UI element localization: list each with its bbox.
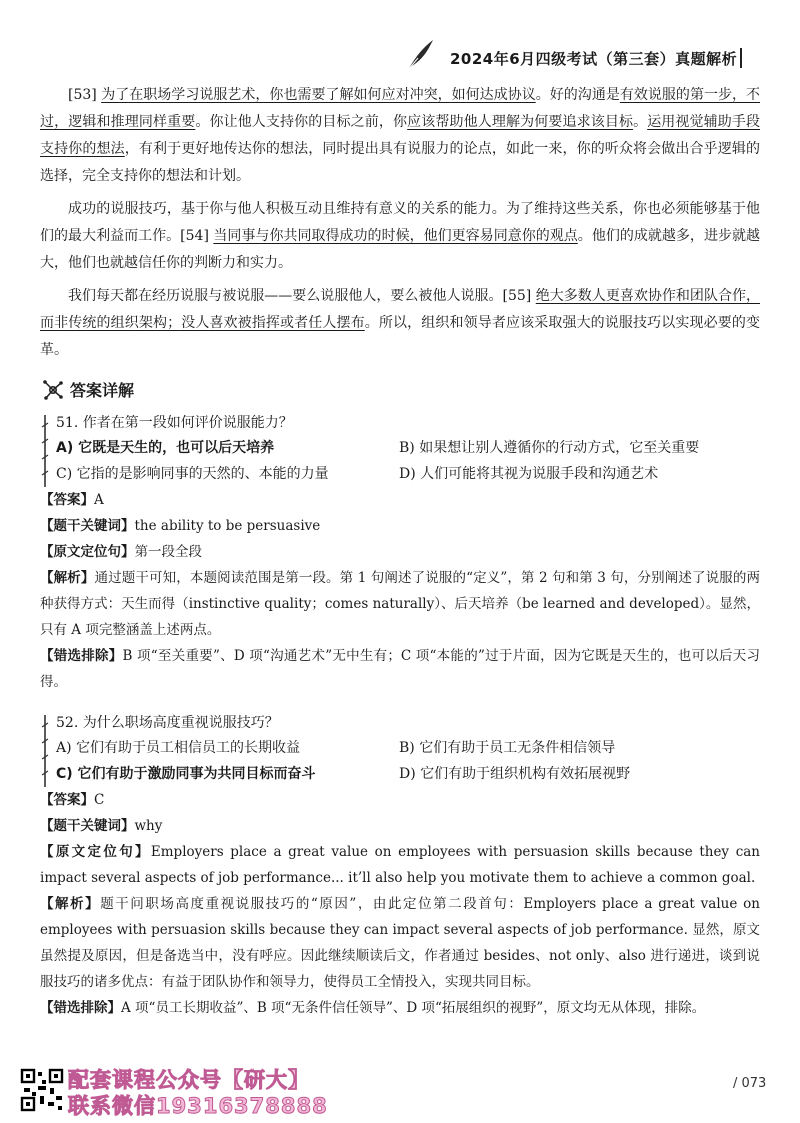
header-divider (740, 48, 742, 68)
options (56, 735, 760, 787)
underlined-segment: 有效说服的第一步，不过，逻辑和推理同样重要 (40, 87, 761, 130)
answer-row (40, 487, 760, 513)
option-b: B) 如果想让别人遵循你的行动方式，它至关重要 (399, 440, 700, 456)
page-header (0, 38, 800, 78)
passage-paragraph-2 (40, 196, 760, 277)
elimination-value: A 项“员工长期收益”、B 项“无条件信任领导”、D 项“拓展组织的视野”，原文均无从体现，排除。 (121, 1000, 706, 1016)
header-title: 2024年6月四级考试（第三套）真题解析 (450, 50, 738, 68)
options (56, 435, 760, 487)
option-d: D) 人们可能将其视为说服手段和沟通艺术 (399, 466, 659, 482)
location-label: 【原文定位句】 (40, 844, 151, 860)
text-segment: 成功的说服技巧，基于你与他人积极互动且维持有意义的关系的能力。为了维持这些关系，你也必须能够基于他们的最大利益而工作。[54] (40, 201, 760, 244)
answer-label: 【答案】 (40, 792, 94, 808)
analysis-row (40, 891, 760, 995)
question-stem: 52. 为什么职场高度重视说服技巧？ (56, 715, 279, 731)
question-51 (40, 411, 760, 487)
elimination-label: 【错选排除】 (40, 1000, 121, 1016)
analysis-label: 【解析】 (40, 570, 95, 586)
answer-label: 【答案】 (40, 492, 94, 508)
watermark-line-1: 配套课程公众号【研大】 (68, 1068, 310, 1092)
underlined-segment: 为了在职场学习说服艺术，你也需要了解如何应对冲突，如何达成协议 (101, 87, 536, 103)
analysis-value: 通过题干可知，本题阅读范围是第一段。第 1 句阐述了说服的“定义”，第 2 句和第 3 句，分别阐述了说服的两种获得方式：天生而得（instinctive quality；comes naturally）、后天培养（be learned and developed）。显然，只有 A 项完整涵盖上述两点。 (40, 570, 761, 638)
elimination-row (40, 643, 760, 695)
location-row (40, 839, 760, 891)
analysis-value: 题干问职场高度重视说服技巧的“原因”，由此定位第二段首句：Employers place a great value on employees with persuasion skills because they can impact several aspects of job performance. 显然，原文虽然提及原因，但是备选当中，没有呼应。因此继续顺读后文，作者通过 besides、not only、also 进行递进，谈到说服技巧的诸多优点：有益于团队协作和领导力，使得员工全情投入，实现共同目标。 (40, 896, 761, 990)
underlined-segment: 应该帮助他人理解为何要追求该目标 (407, 114, 634, 130)
location-label: 【原文定位句】 (40, 544, 135, 560)
option-d: D) 它们有助于组织机构有效拓展视野 (399, 766, 631, 782)
question-52 (40, 711, 760, 787)
option-b: B) 它们有助于员工无条件相信领导 (399, 740, 616, 756)
analysis-row (40, 565, 760, 643)
text-segment: [53] (68, 87, 102, 103)
question-stem: 51. 作者在第一段如何评价说服能力？ (56, 415, 293, 431)
page-number: / 073 (733, 1076, 767, 1091)
text-segment: 我们每天都在经历说服与被说服——要么说服他人，要么被他人说服。[55] (68, 288, 536, 304)
keyword-row (40, 513, 760, 539)
answer-value: A (94, 492, 104, 508)
text-segment: ，有利于更好地传达你的想法，同时提出具有说服力的论点，如此一来，你的听众将会做出合乎逻辑的选择，完全支持你的想法和计划。 (40, 141, 761, 184)
location-row (40, 539, 760, 565)
keyword-row (40, 813, 760, 839)
analysis-label: 【解析】 (40, 896, 101, 912)
text-segment: 。 (633, 114, 648, 130)
qr-code-icon (20, 1068, 64, 1112)
keyword-value: why (134, 818, 163, 834)
passage-paragraph-1 (40, 82, 760, 190)
molecule-icon (42, 379, 64, 401)
option-c: C) 它指的是影响同事的天然的、本能的力量 (56, 466, 329, 482)
question-margin-mark (40, 413, 50, 489)
text-segment: 。所以，组织和领导者应该采取强大的说服技巧以实现必要的变革。 (40, 315, 761, 358)
underlined-segment: 绝大多数人更喜欢协作和团队合作，而非传统的组织架构；没人喜欢被指挥或者任人摆布 (40, 288, 760, 331)
text-segment: 。好的沟通是 (535, 87, 620, 103)
section-heading (42, 378, 760, 401)
option-a: A) 它既是天生的，也可以后天培养 (56, 440, 275, 456)
option-c: C) 它们有助于激励同事为共同目标而奋斗 (56, 766, 316, 782)
elimination-value: B 项“至关重要”、D 项“沟通艺术”无中生有；C 项“本能的”过于片面，因为它既是天生的，也可以后天习得。 (40, 648, 760, 690)
section-title: 答案详解 (70, 381, 135, 400)
keyword-label: 【题干关键词】 (40, 518, 135, 534)
location-value: Employers place a great value on employees with persuasion skills because they can impact several aspects of job performance... it’ll also help you motivate them to achieve a common goal. (40, 844, 760, 886)
answer-row (40, 787, 760, 813)
option-a: A) 它们有助于员工相信员工的长期收益 (56, 740, 301, 756)
underlined-segment: 当同事与你共同取得成功的时候，他们更容易同意你的观点 (213, 228, 578, 244)
elimination-label: 【错选排除】 (40, 648, 123, 664)
main-content (40, 82, 760, 1021)
keyword-value: the ability to be persuasive (134, 518, 321, 534)
quill-pen-icon (404, 38, 436, 72)
location-value: 第一段全段 (134, 544, 202, 560)
answer-value: C (94, 792, 105, 808)
text-segment: 。他们的成就越多，进步就越大，他们也就越信任你的判断力和实力。 (40, 228, 760, 271)
passage-paragraph-3 (40, 283, 760, 364)
watermark-line-2: 联系微信19316378888 (68, 1094, 328, 1118)
keyword-label: 【题干关键词】 (40, 818, 135, 834)
underlined-segment: 运用视觉辅助手段支持你的想法 (40, 114, 761, 157)
question-margin-mark (40, 713, 50, 789)
elimination-row (40, 995, 760, 1021)
text-segment: 。你让他人支持你的目标之前，你 (195, 114, 408, 130)
